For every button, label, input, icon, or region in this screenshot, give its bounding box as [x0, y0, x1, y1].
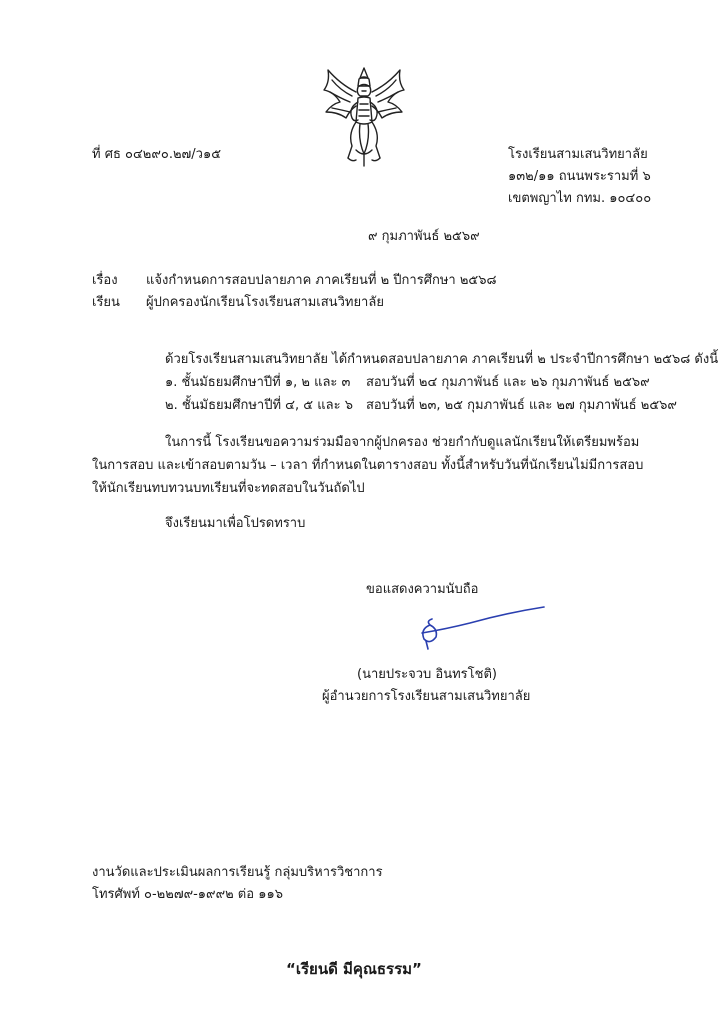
subject-label: เรื่อง	[92, 273, 118, 288]
schedule-dates: สอบวันที่ ๒๓, ๒๕ กุมภาพันธ์ และ ๒๗ กุมภาพันธ์ ๒๕๖๙	[366, 398, 677, 413]
schedule-dates: สอบวันที่ ๒๔ กุมภาพันธ์ และ ๒๖ กุมภาพันธ์ ๒๕๖๙	[366, 375, 650, 390]
intro-paragraph: ด้วยโรงเรียนสามเสนวิทยาลัย ได้กำหนดสอบปลายภาค ภาคเรียนที่ ๒ ประจำปีการศึกษา ๒๕๖๘ ดังนี้	[165, 352, 719, 367]
signer-title: ผู้อำนวยการโรงเรียนสามเสนวิทยาลัย	[322, 689, 531, 704]
closing-sentence: จึงเรียนมาเพื่อโปรดทราบ	[165, 516, 306, 531]
recipient-label: เรียน	[92, 295, 120, 310]
signer-name: (นายประจวบ อินทรโชติ)	[357, 667, 497, 682]
contact-phone: โทรศัพท์ ๐-๒๒๗๙-๑๙๙๒ ต่อ ๑๑๖	[92, 887, 283, 902]
body-paragraph-line: ในการนี้ โรงเรียนขอความร่วมมือจากผู้ปกครอง ช่วยกำกับดูแลนักเรียนให้เตรียมพร้อม	[165, 435, 640, 450]
signature-image	[416, 603, 546, 653]
regards-text: ขอแสดงความนับถือ	[366, 582, 479, 597]
school-motto: “เรียนดี มีคุณธรรม”	[286, 960, 422, 978]
garuda-emblem-icon	[318, 62, 410, 170]
subject-text: แจ้งกำหนดการสอบปลายภาค ภาคเรียนที่ ๒ ปีการศึกษา ๒๕๖๘	[146, 273, 497, 288]
address-line-1: ๑๓๒/๑๑ ถนนพระรามที่ ๖	[508, 169, 651, 184]
recipient-text: ผู้ปกครองนักเรียนโรงเรียนสามเสนวิทยาลัย	[146, 295, 384, 310]
schedule-grade: ๑. ชั้นมัธยมศึกษาปีที่ ๑, ๒ และ ๓	[165, 375, 351, 390]
letter-date: ๙ กุมภาพันธ์ ๒๕๖๙	[368, 229, 480, 244]
department-name: งานวัดและประเมินผลการเรียนรู้ กลุ่มบริหารวิชาการ	[92, 865, 383, 880]
body-paragraph-line: ในการสอบ และเข้าสอบตามวัน – เวลา ที่กำหนดในตารางสอบ ทั้งนี้สำหรับวันที่นักเรียนไม่มีการสอบ	[92, 458, 644, 473]
address-line-2: เขตพญาไท กทม. ๑๐๔๐๐	[508, 191, 652, 206]
schedule-grade: ๒. ชั้นมัธยมศึกษาปีที่ ๔, ๕ และ ๖	[165, 398, 353, 413]
body-paragraph-line: ให้นักเรียนทบทวนบทเรียนที่จะทดสอบในวันถัดไป	[92, 481, 365, 496]
organization-name: โรงเรียนสามเสนวิทยาลัย	[508, 147, 648, 162]
reference-number: ที่ ศธ ๐๔๒๙๐.๒๗/ว๑๕	[92, 147, 222, 162]
